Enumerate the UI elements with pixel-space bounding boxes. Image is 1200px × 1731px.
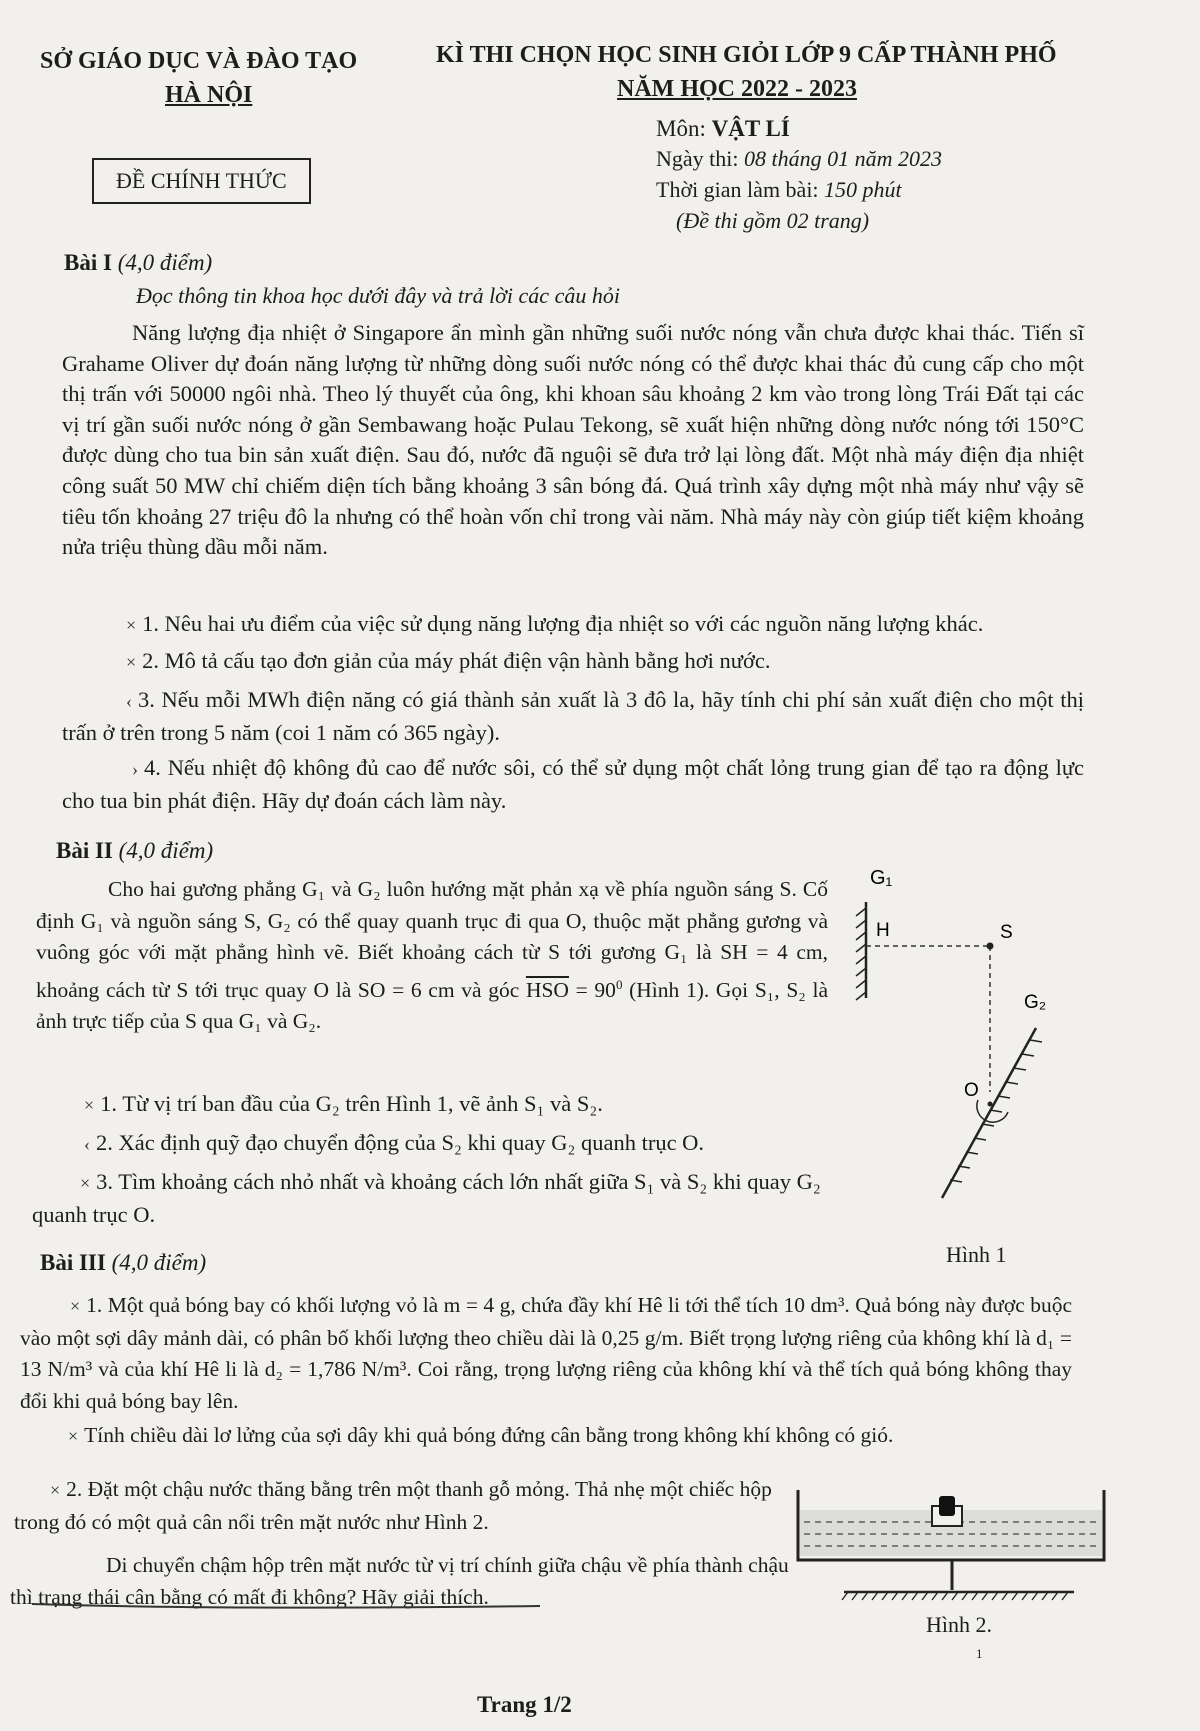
figure-2-basin xyxy=(792,1484,1112,1614)
section-3-points: (4,0 điểm) xyxy=(111,1250,207,1275)
section-3-question-1-task xyxy=(68,1420,1078,1453)
section-1-question-3 xyxy=(62,684,1084,748)
section-2-question-2 xyxy=(84,1127,844,1160)
check-mark-icon: ‹ xyxy=(126,691,132,711)
figure-1-caption: Hình 1 xyxy=(946,1242,1007,1267)
check-mark-icon: › xyxy=(132,759,138,779)
mirror-g1-hatch xyxy=(856,908,866,1000)
check-mark-icon: × xyxy=(80,1173,91,1193)
section-1-paragraph: Năng lượng địa nhiệt ở Singapore ẩn mình gần những suối nước nóng vẫn chưa được khai thác. Tiến sĩ Grahame Oliver dự đoán năng lượng từ những dòng suối nước nóng có thể được khai thác đủ cung cấp cho một thị trấn với 50000 ngôi nhà. Theo lý thuyết của ông, khi khoan sâu khoảng 2 km vào trong lòng Trái Đất tại các vị trí gần suối nước nóng ở gần Sembawang hoặc Pulau Tekong, sẽ xuất hiện những dòng nước nóng tới 150°C được dùng cho tua bin sản xuất điện. Sau đó, nước đã nguội sẽ đưa trở lại lòng đất. Một nhà máy điện địa nhiệt công suất 50 MW chỉ chiếm diện tích bằng khoảng 3 sân bóng đá. Quá trình xây dựng một nhà máy như vậy sẽ tiêu tốn khoảng 27 triệu đô la nhưng có thể hoàn vốn chỉ trong vài năm. Nhà máy này còn giúp tiết kiệm khoảng nửa triệu thùng dầu mỗi năm. xyxy=(62,320,1084,560)
section-1-points: (4,0 điểm) xyxy=(117,250,213,275)
time-label: Thời gian làm bài: xyxy=(656,177,825,202)
section-1-intro: Đọc thông tin khoa học dưới đây và trả lời các câu hỏi xyxy=(136,283,620,308)
question-text: 3. Nếu mỗi MWh điện năng có giá thành sản xuất là 3 đô la, hãy tính chi phí sản xuất điện cho một thị trấn ở trên trong 5 năm (coi 1 năm có 365 ngày). xyxy=(62,687,1084,745)
weight xyxy=(939,1496,955,1516)
check-mark-icon: × xyxy=(84,1095,95,1115)
question-text: 1. Từ vị trí ban đầu của G₂ trên Hình 1, vẽ ảnh S₁ và S₂. xyxy=(100,1091,603,1116)
section-3-question-2 xyxy=(14,1474,786,1538)
page-number: Trang 1/2 xyxy=(477,1692,572,1717)
section-1-question-1 xyxy=(126,608,1086,641)
check-mark-icon: × xyxy=(126,615,137,635)
label-s: S xyxy=(1000,922,1013,943)
question-text: 3. Tìm khoảng cách nhỏ nhất và khoảng cách lớn nhất giữa S₁ và S₂ khi quay G₂ quanh trục O. xyxy=(32,1169,821,1227)
figure-1-mirrors xyxy=(840,860,1070,1240)
check-mark-icon: × xyxy=(50,1480,61,1500)
check-mark-icon: × xyxy=(68,1426,79,1446)
label-g2: G₂ xyxy=(1024,992,1047,1013)
source-s-point xyxy=(987,943,994,950)
date-value: 08 tháng 01 năm 2023 xyxy=(744,146,942,171)
question-text: 1. Nêu hai ưu điểm của việc sử dụng năng lượng địa nhiệt so với các nguồn năng lượng khác. xyxy=(142,611,984,636)
section-2-points: (4,0 điểm) xyxy=(118,838,214,863)
time-value: 150 phút xyxy=(824,177,902,202)
school-year: NĂM HỌC 2022 - 2023 xyxy=(617,76,857,102)
section-2-question-3 xyxy=(32,1166,832,1230)
section-1-title xyxy=(64,250,212,276)
exam-title: KÌ THI CHỌN HỌC SINH GIỎI LỚP 9 CẤP THÀNH PHỐ xyxy=(436,42,1057,68)
section-1-question-4 xyxy=(62,752,1084,816)
department-name: SỞ GIÁO DỤC VÀ ĐÀO TẠO xyxy=(40,48,358,74)
subject-line xyxy=(656,116,790,142)
check-mark-icon: ‹ xyxy=(84,1134,90,1154)
label-o: O xyxy=(964,1080,979,1101)
question-text: 2. Mô tả cấu tạo đơn giản của máy phát điện vận hành bằng hơi nước. xyxy=(142,648,771,673)
time-line xyxy=(656,177,902,203)
section-1-label: Bài I xyxy=(64,250,112,275)
section-2-title xyxy=(56,838,213,864)
section-3-question-2-task: Di chuyển chậm hộp trên mặt nước từ vị trí chính giữa chậu về phía thành chậu thì trạng thái cân bằng có mất đi không? Hãy giải thích. xyxy=(10,1553,789,1609)
section-2-intro xyxy=(36,874,828,1038)
intro-text: Cho hai gương phẳng G₁ và G₂ luôn hướng mặt phản xạ về phía nguồn sáng S. Cố định G₁ và nguồn sáng S, G₂ có thể quay quanh trục đi qua O, thuộc mặt phẳng gương và vuông góc với mặt phẳng hình vẽ. Biết khoảng cách từ S tới gương G₁ là SH = 4 cm, khoảng cách từ S tới trục quay O là SO = 6 cm và góc xyxy=(36,877,828,1002)
date-line xyxy=(656,146,942,172)
question-text: 4. Nếu nhiệt độ không đủ cao để nước sôi, có thể sử dụng một chất lỏng trung gian để tạo ra động lực cho tua bin phát điện. Hãy dự đoán cách làm này. xyxy=(62,755,1084,813)
city-name: HÀ NỘI xyxy=(165,82,253,108)
question-text: 2. Xác định quỹ đạo chuyển động của S₂ khi quay G₂ quanh trục O. xyxy=(96,1130,705,1155)
pencil-underline xyxy=(30,1598,550,1612)
section-3-title xyxy=(40,1250,206,1276)
section-3-label: Bài III xyxy=(40,1250,106,1275)
check-mark-icon: × xyxy=(70,1296,81,1316)
subject-value: VẬT LÍ xyxy=(711,116,790,141)
section-3-question-1 xyxy=(20,1290,1072,1417)
question-text: 1. Một quả bóng bay có khối lượng vỏ là m = 4 g, chứa đầy khí Hê li tới thể tích 10 dm³. Quả bóng này được buộc vào một sợi dây mảnh dài, có phân bố khối lượng theo chiều dài là 0,25 g/m. Biết trọng lượng riêng của không khí là d₁ = 13 N/m³ và của khí Hê li là d₂ = 1,786 N/m³. Coi rằng, trọng lượng riêng của không khí và thể tích quả bóng không thay đổi khi quả bóng bay lên. xyxy=(20,1293,1072,1413)
date-label: Ngày thi: xyxy=(656,146,744,171)
angle-value: = 90 xyxy=(568,977,616,1002)
angle-hso: $\overline{HSO}$ xyxy=(525,977,569,1002)
pages-note: (Đề thi gồm 02 trang) xyxy=(676,208,870,233)
section-1-question-2 xyxy=(126,645,1086,678)
degree-mark: 0 xyxy=(615,976,623,992)
question-text: Tính chiều dài lơ lửng của sợi dây khi quả bóng đứng cân bằng trong không khí không có gió. xyxy=(84,1423,894,1447)
official-exam-label: ĐỀ CHÍNH THỨC xyxy=(92,158,311,204)
label-h: H xyxy=(876,920,890,941)
section-2-question-1 xyxy=(84,1088,844,1121)
check-mark-icon: × xyxy=(126,652,137,672)
question-text: 2. Đặt một chậu nước thăng bằng trên một thanh gỗ mỏng. Thả nhẹ một chiếc hộp trong đó có một quả cân nổi trên mặt nước như Hình 2. xyxy=(14,1477,772,1534)
label-g1: G₁ xyxy=(870,867,893,889)
axis-o-point xyxy=(988,1102,993,1107)
figure-2-caption: Hình 2. xyxy=(926,1612,992,1637)
mirror-g2 xyxy=(942,1028,1036,1198)
subject-label: Môn: xyxy=(656,116,712,141)
tiny-page-mark: 1 xyxy=(976,1646,983,1661)
section-2-label: Bài II xyxy=(56,838,113,863)
intro-text-end: (Hình 1). Gọi S₁, S₂ là ảnh trực tiếp của S qua G₁ và G₂. xyxy=(36,977,828,1034)
